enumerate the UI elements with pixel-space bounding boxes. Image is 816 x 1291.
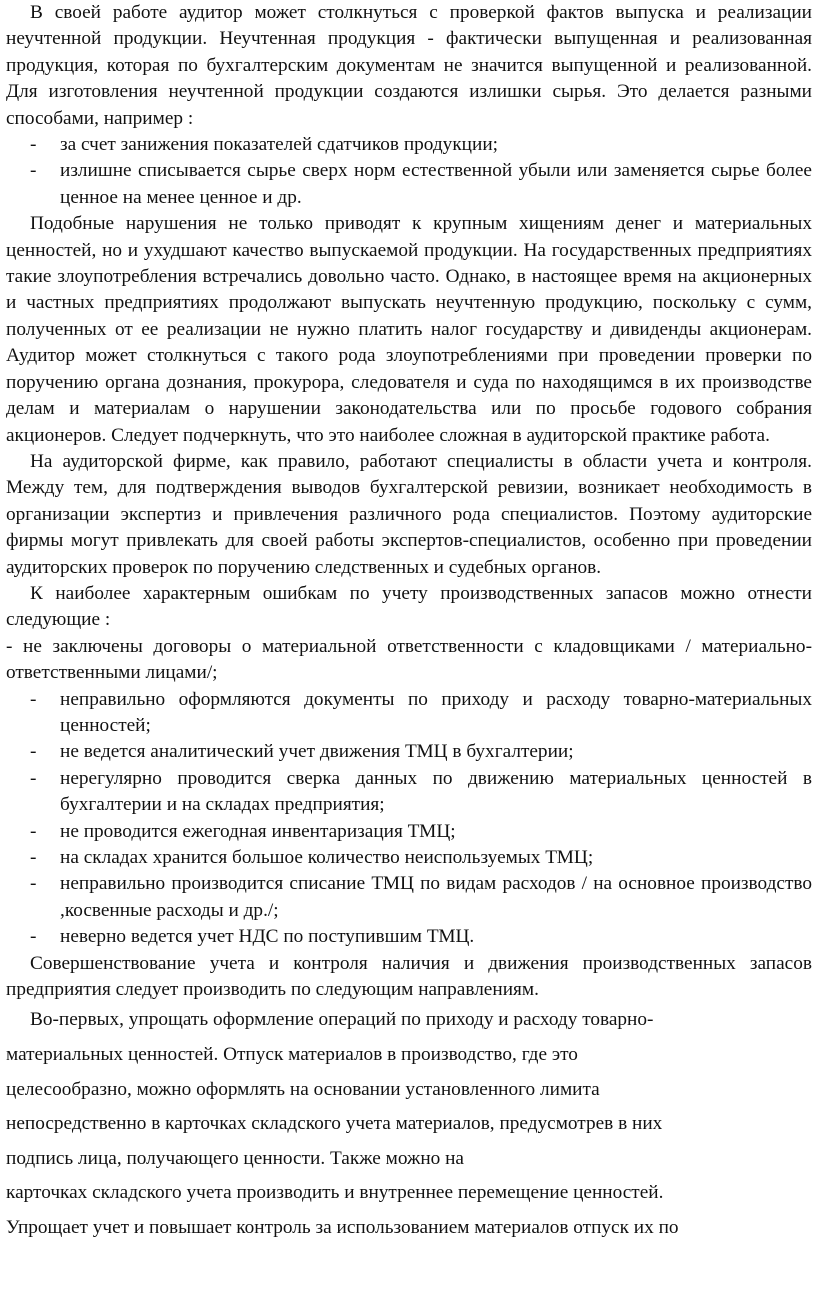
text-line: подпись лица, получающего ценности. Также можно на (6, 1147, 464, 1169)
list-dash: - (30, 847, 37, 868)
list-item-text: неверно ведется учет НДС по поступившим ТМЦ. (60, 926, 475, 948)
list-item-text: не проводится ежегодная инвентаризация ТМЦ; (60, 820, 456, 842)
methods-list (6, 132, 812, 211)
list-item (6, 766, 812, 819)
list-item (6, 158, 812, 211)
list-item-text: неправильно оформляются документы по приходу и расходу товарно-материальных ценностей; (60, 688, 812, 736)
list-item-text: на складах хранится большое количество неиспользуемых ТМЦ; (60, 847, 594, 868)
paragraph-violations: Подобные нарушения не только приводят к крупным хищениям денег и материальных ценностей, но и ухудшают качество выпускаемой продукции. На государственных предприятиях такие злоупотребления встречались довольно часто. Однако, в настоящее время на акционерных и частных предприятиях продолжают выпускать неучтенную продукцию, поскольку с сумм, полученных от ее реализации не нужно платить налог государству и дивиденды акционерам. Аудитор может столкнуться с такого рода злоупотреблениями при проведении проверки по поручению органа дознания, прокурора, следователя и суда по находящимся в их производстве делам и материалам о нарушении законодательства или по просьбе годового собрания акционеров. Следует подчеркнуть, что это наиболее сложная в аудиторской практике работа. (6, 213, 812, 446)
list-dash: - (30, 926, 37, 948)
list-item (6, 132, 812, 158)
list-item (6, 687, 812, 740)
list-dash: - (30, 688, 37, 710)
text-line: целесообразно, можно оформлять на основании установленного лимита (6, 1078, 600, 1100)
list-item (6, 819, 812, 845)
list-item-text: не ведется аналитический учет движения ТМЦ в бухгалтерии; (60, 741, 574, 763)
paragraph-typical-errors: К наиболее характерным ошибкам по учету производственных запасов можно отнести следующие : (6, 582, 812, 631)
list-dash: - (30, 160, 37, 182)
text-line: Упрощает учет и повышает контроль за использованием материалов отпуск их по (6, 1217, 679, 1238)
paragraph-first-direction (6, 1003, 812, 1245)
list-dash: - (30, 767, 37, 789)
list-item (6, 924, 812, 950)
list-item (6, 845, 812, 871)
list-dash: - (30, 741, 37, 763)
list-dash: - (30, 820, 37, 842)
text-line: карточках складского учета производить и внутреннее перемещение ценностей. (6, 1182, 664, 1204)
errors-list (6, 634, 812, 951)
list-item-text: нерегулярно проводится сверка данных по движению материальных ценностей в бухгалтерии и на складах предприятия; (60, 767, 812, 816)
text-line: непосредственно в карточках складского учета материалов, предусмотрев в них (6, 1113, 663, 1135)
paragraph-audit-firm: На аудиторской фирме, как правило, работают специалисты в области учета и контроля. Между тем, для подтверждения выводов бухгалтерской ревизии, возникает необходимость в организации экспертиз и привлечения различного рода специалистов. Поэтому аудиторские фирмы могут привлекать для своей работы экспертов-специалистов, особенно при проведении аудиторских проверок по поручению следственных и судебных органов. (6, 450, 812, 578)
paragraph-unaccounted-production: В своей работе аудитор может столкнуться с проверкой фактов выпуска и реализации неучтенной продукции. Неучтенная продукция - фактически выпущенная и реализованная продукция, которая по бухгалтерским документам не значится выпущенной и реализованной. Для изготовления неучтенной продукции создаются излишки сырья. Это делается разными способами, например : (6, 2, 812, 129)
list-dash: - (30, 134, 37, 156)
list-item-text: за счет занижения показателей сдатчиков продукции; (60, 134, 498, 156)
list-item (6, 739, 812, 765)
list-item: - не заключены договоры о материальной ответственности с кладовщиками / материально-ответственными лицами/; (6, 635, 812, 684)
list-item (6, 871, 812, 924)
list-item-text: неправильно производится списание ТМЦ по видам расходов / на основное производство ,косвенные расходы и др./; (60, 873, 812, 921)
list-dash: - (30, 873, 37, 895)
text-line: Во-первых, упрощать оформление операций по приходу и расходу товарно- (30, 1009, 654, 1031)
text-line: материальных ценностей. Отпуск материалов в производство, где это (6, 1044, 578, 1066)
paragraph-improvement: Совершенствование учета и контроля наличия и движения производственных запасов предприятия следует производить по следующим направлениям. (6, 952, 812, 1001)
list-item-text: излишне списывается сырье сверх норм естественной убыли или заменяется сырье более ценное на менее ценное и др. (60, 160, 812, 208)
